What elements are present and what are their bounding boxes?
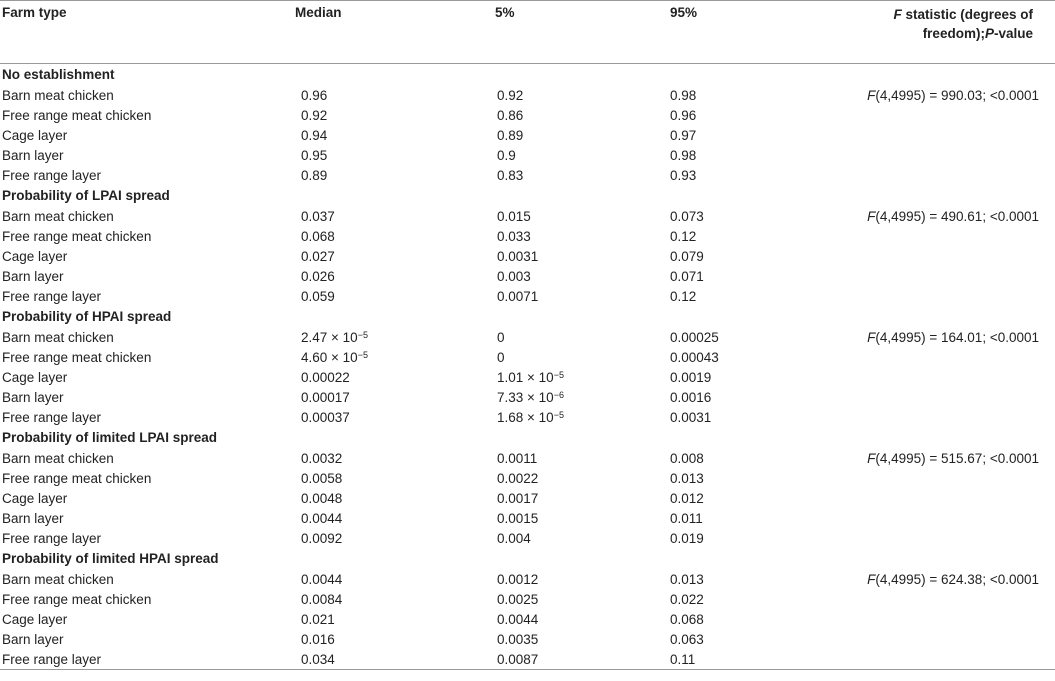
p5-cell-value: 1.01 × 10 xyxy=(497,369,554,385)
median-cell xyxy=(255,609,435,629)
p5-cell xyxy=(435,468,620,488)
p5-cell-value: 0.015 xyxy=(497,208,531,224)
table-row xyxy=(0,266,1055,286)
median-cell-value: 0.037 xyxy=(301,208,335,224)
p5-cell-value: 0.0087 xyxy=(497,651,539,667)
section-header-row xyxy=(0,64,1055,86)
table-row xyxy=(0,105,1055,125)
f-statistic-cell xyxy=(800,85,1055,105)
table-row xyxy=(0,468,1055,488)
section-title: Probability of limited LPAI spread xyxy=(2,430,218,445)
median-cell xyxy=(255,286,435,306)
section-header-row xyxy=(0,427,1055,448)
p5-cell-value: 0.004 xyxy=(497,530,531,546)
section-header-row xyxy=(0,306,1055,327)
p5-cell-exponent: −5 xyxy=(553,409,564,420)
median-cell-value: 0.00017 xyxy=(301,389,350,405)
median-cell-exponent: −5 xyxy=(357,329,368,340)
f-statistic-cell xyxy=(800,226,1055,246)
f-statistic-cell xyxy=(800,609,1055,629)
p5-cell-value: 0.0015 xyxy=(497,510,539,526)
f-italic: F xyxy=(893,7,902,22)
median-cell-value: 0.0032 xyxy=(301,450,343,466)
p95-cell xyxy=(620,508,800,528)
farm-type-cell: Cage layer xyxy=(2,611,68,627)
p-italic: P xyxy=(984,26,994,41)
p95-cell-value: 0.013 xyxy=(670,470,704,486)
p95-cell-value: 0.0019 xyxy=(670,369,712,385)
p95-cell xyxy=(620,246,800,266)
median-cell-value: 0.026 xyxy=(301,268,335,284)
f-symbol: F xyxy=(867,329,876,345)
f-statistic-cell xyxy=(800,266,1055,286)
p5-cell xyxy=(435,266,620,286)
table-row xyxy=(0,488,1055,508)
p95-cell xyxy=(620,528,800,548)
median-cell xyxy=(255,649,435,670)
f-statistic-cell xyxy=(800,327,1055,347)
f-statistic-value: (4,4995) = 624.38; <0.0001 xyxy=(875,571,1039,587)
p5-cell xyxy=(435,206,620,226)
f-statistic-cell xyxy=(800,125,1055,145)
median-cell-value: 0.00022 xyxy=(301,369,350,385)
p95-cell-value: 0.063 xyxy=(670,631,704,647)
table-row xyxy=(0,246,1055,266)
median-cell xyxy=(255,508,435,528)
median-cell-value: 0.034 xyxy=(301,651,335,667)
table-row xyxy=(0,609,1055,629)
p95-cell xyxy=(620,286,800,306)
p5-cell-value: 0 xyxy=(497,329,505,345)
table-row xyxy=(0,367,1055,387)
p95-cell xyxy=(620,85,800,105)
p5-cell xyxy=(435,589,620,609)
section-title: No establishment xyxy=(2,67,115,82)
f-statistic-cell xyxy=(800,407,1055,427)
median-cell xyxy=(255,367,435,387)
median-cell-value: 0.95 xyxy=(301,147,328,163)
farm-type-cell: Cage layer xyxy=(2,127,68,143)
farm-type-cell: Cage layer xyxy=(2,490,68,506)
farm-type-cell: Barn layer xyxy=(2,631,64,647)
f-statistic-cell xyxy=(800,488,1055,508)
farm-type-cell: Free range meat chicken xyxy=(2,349,152,365)
median-cell-value: 0.016 xyxy=(301,631,335,647)
table-row xyxy=(0,387,1055,407)
header-row xyxy=(0,1,1055,64)
f-statistic-value: (4,4995) = 490.61; <0.0001 xyxy=(875,208,1039,224)
p95-cell xyxy=(620,226,800,246)
p95-cell xyxy=(620,125,800,145)
f-statistic-cell xyxy=(800,649,1055,670)
p95-cell xyxy=(620,468,800,488)
p5-cell-value: 0.89 xyxy=(497,127,524,143)
p95-cell-value: 0.019 xyxy=(670,530,704,546)
median-cell xyxy=(255,145,435,165)
table-row xyxy=(0,85,1055,105)
p95-cell-value: 0.008 xyxy=(670,450,704,466)
p5-cell xyxy=(435,609,620,629)
p95-cell-value: 0.12 xyxy=(670,228,697,244)
p95-cell xyxy=(620,387,800,407)
p95-cell xyxy=(620,347,800,367)
median-cell-value: 0.96 xyxy=(301,87,328,103)
p5-cell xyxy=(435,246,620,266)
table-row xyxy=(0,347,1055,367)
section-header-row xyxy=(0,185,1055,206)
median-cell xyxy=(255,206,435,226)
p5-cell xyxy=(435,145,620,165)
median-cell-value: 0.94 xyxy=(301,127,328,143)
table-row xyxy=(0,508,1055,528)
f-statistic-value: (4,4995) = 515.67; <0.0001 xyxy=(875,450,1039,466)
p95-cell-value: 0.97 xyxy=(670,127,697,143)
p5-cell xyxy=(435,367,620,387)
median-cell xyxy=(255,125,435,145)
p95-cell xyxy=(620,266,800,286)
col-header-f-statistic xyxy=(800,1,1055,64)
farm-type-cell: Barn meat chicken xyxy=(2,208,114,224)
f-statistic-cell xyxy=(800,589,1055,609)
p5-cell-value: 0.0071 xyxy=(497,288,539,304)
farm-type-cell: Free range meat chicken xyxy=(2,228,152,244)
p95-cell-value: 0.012 xyxy=(670,490,704,506)
table-row xyxy=(0,629,1055,649)
farm-type-cell: Free range meat chicken xyxy=(2,107,152,123)
p5-cell-value: 0.0012 xyxy=(497,571,539,587)
median-cell-value: 2.47 × 10 xyxy=(301,329,358,345)
p5-cell xyxy=(435,347,620,367)
p95-cell-value: 0.98 xyxy=(670,87,697,103)
median-cell-value: 0.068 xyxy=(301,228,335,244)
farm-type-cell: Free range layer xyxy=(2,167,102,183)
median-cell-value: 0.0048 xyxy=(301,490,343,506)
p95-cell xyxy=(620,589,800,609)
median-cell-value: 0.059 xyxy=(301,288,335,304)
f-symbol: F xyxy=(867,87,876,103)
col-header-farm-type: Farm type xyxy=(2,5,67,20)
p5-cell-value: 0.033 xyxy=(497,228,531,244)
farm-type-cell: Free range layer xyxy=(2,651,102,667)
f-statistic-cell xyxy=(800,286,1055,306)
median-cell xyxy=(255,468,435,488)
p5-cell xyxy=(435,649,620,670)
table-row xyxy=(0,569,1055,589)
p95-cell-value: 0.96 xyxy=(670,107,697,123)
p5-cell-value: 0.0022 xyxy=(497,470,539,486)
median-cell xyxy=(255,387,435,407)
table-row xyxy=(0,528,1055,548)
p95-cell-value: 0.071 xyxy=(670,268,704,284)
median-cell-value: 0.027 xyxy=(301,248,335,264)
p95-cell-value: 0.011 xyxy=(670,510,703,526)
p95-cell xyxy=(620,488,800,508)
farm-type-cell: Barn layer xyxy=(2,147,64,163)
p5-cell-value: 7.33 × 10 xyxy=(497,389,554,405)
median-cell-exponent: −5 xyxy=(357,349,368,360)
table-row xyxy=(0,448,1055,468)
median-cell-value: 4.60 × 10 xyxy=(301,349,358,365)
p5-cell-value: 0.0031 xyxy=(497,248,539,264)
p5-cell xyxy=(435,407,620,427)
table-row xyxy=(0,649,1055,670)
col-header-95pct: 95% xyxy=(670,5,698,20)
table-row xyxy=(0,589,1055,609)
median-cell xyxy=(255,165,435,185)
farm-type-cell: Barn layer xyxy=(2,510,64,526)
f-symbol: F xyxy=(867,208,876,224)
f-statistic-cell xyxy=(800,206,1055,226)
table-row xyxy=(0,206,1055,226)
table-body xyxy=(0,64,1055,670)
p5-cell xyxy=(435,226,620,246)
p5-cell-value: 0.0017 xyxy=(497,490,539,506)
p95-cell-value: 0.00043 xyxy=(670,349,719,365)
p95-cell-value: 0.98 xyxy=(670,147,697,163)
p95-cell xyxy=(620,629,800,649)
p5-cell-exponent: −6 xyxy=(553,389,564,400)
p5-cell xyxy=(435,387,620,407)
p5-cell-value: 0.92 xyxy=(497,87,524,103)
p5-cell-value: 0.0035 xyxy=(497,631,539,647)
table-row xyxy=(0,145,1055,165)
p5-cell xyxy=(435,125,620,145)
p95-cell-value: 0.0031 xyxy=(670,409,712,425)
p95-cell-value: 0.00025 xyxy=(670,329,719,345)
farm-type-cell: Barn meat chicken xyxy=(2,87,114,103)
farm-type-cell: Free range layer xyxy=(2,530,102,546)
p95-cell xyxy=(620,407,800,427)
f-symbol: F xyxy=(867,450,876,466)
median-cell xyxy=(255,266,435,286)
f-header-part1: statistic (degrees of xyxy=(901,7,1033,22)
p95-cell xyxy=(620,448,800,468)
median-cell xyxy=(255,246,435,266)
p95-cell-value: 0.068 xyxy=(670,611,704,627)
p5-cell xyxy=(435,105,620,125)
f-statistic-cell xyxy=(800,508,1055,528)
p5-cell-value: 0.86 xyxy=(497,107,524,123)
p5-cell xyxy=(435,286,620,306)
p5-cell-value: 0.83 xyxy=(497,167,524,183)
p95-cell xyxy=(620,206,800,226)
p95-cell-value: 0.11 xyxy=(670,651,696,667)
farm-type-cell: Cage layer xyxy=(2,248,68,264)
table-row xyxy=(0,407,1055,427)
f-statistic-cell xyxy=(800,448,1055,468)
p95-cell xyxy=(620,367,800,387)
median-cell xyxy=(255,226,435,246)
median-cell xyxy=(255,528,435,548)
median-cell xyxy=(255,407,435,427)
p95-cell-value: 0.12 xyxy=(670,288,697,304)
f-statistic-cell xyxy=(800,347,1055,367)
median-cell xyxy=(255,448,435,468)
p5-cell xyxy=(435,508,620,528)
f-statistic-cell xyxy=(800,629,1055,649)
median-cell xyxy=(255,105,435,125)
p95-cell-value: 0.079 xyxy=(670,248,704,264)
p5-cell xyxy=(435,85,620,105)
p95-cell xyxy=(620,145,800,165)
p95-cell xyxy=(620,569,800,589)
f-statistic-cell xyxy=(800,528,1055,548)
p95-cell xyxy=(620,327,800,347)
table-row xyxy=(0,286,1055,306)
f-statistic-cell xyxy=(800,367,1055,387)
median-cell xyxy=(255,488,435,508)
f-header-part3: -value xyxy=(993,26,1033,41)
p95-cell xyxy=(620,609,800,629)
median-cell-value: 0.0092 xyxy=(301,530,343,546)
p5-cell-value: 0 xyxy=(497,349,505,365)
p95-cell-value: 0.073 xyxy=(670,208,704,224)
p95-cell-value: 0.013 xyxy=(670,571,704,587)
f-statistic-cell xyxy=(800,569,1055,589)
p5-cell-value: 0.003 xyxy=(497,268,531,284)
col-header-median: Median xyxy=(295,5,342,20)
median-cell xyxy=(255,629,435,649)
section-header-row xyxy=(0,548,1055,569)
median-cell-value: 0.00037 xyxy=(301,409,350,425)
f-statistic-cell xyxy=(800,105,1055,125)
p5-cell-exponent: −5 xyxy=(553,369,564,380)
median-cell-value: 0.89 xyxy=(301,167,328,183)
farm-type-cell: Free range meat chicken xyxy=(2,470,152,486)
table-row xyxy=(0,125,1055,145)
median-cell xyxy=(255,347,435,367)
median-cell-value: 0.021 xyxy=(301,611,335,627)
p95-cell xyxy=(620,649,800,670)
p5-cell xyxy=(435,569,620,589)
table-row xyxy=(0,226,1055,246)
median-cell xyxy=(255,327,435,347)
table-row xyxy=(0,165,1055,185)
median-cell xyxy=(255,569,435,589)
p5-cell xyxy=(435,629,620,649)
farm-type-cell: Barn meat chicken xyxy=(2,450,114,466)
median-cell-value: 0.0084 xyxy=(301,591,343,607)
median-cell-value: 0.0044 xyxy=(301,571,343,587)
section-title: Probability of HPAI spread xyxy=(2,309,172,324)
farm-type-cell: Barn meat chicken xyxy=(2,329,114,345)
f-header-part2: freedom); xyxy=(922,26,985,41)
p95-cell xyxy=(620,105,800,125)
farm-type-cell: Barn layer xyxy=(2,268,64,284)
median-cell-value: 0.0044 xyxy=(301,510,343,526)
f-statistic-cell xyxy=(800,165,1055,185)
f-statistic-value: (4,4995) = 164.01; <0.0001 xyxy=(875,329,1039,345)
f-statistic-cell xyxy=(800,246,1055,266)
p95-cell-value: 0.022 xyxy=(670,591,704,607)
p5-cell xyxy=(435,488,620,508)
farm-type-cell: Barn layer xyxy=(2,389,64,405)
p5-cell xyxy=(435,448,620,468)
p5-cell xyxy=(435,528,620,548)
median-cell-value: 0.92 xyxy=(301,107,328,123)
f-symbol: F xyxy=(867,571,876,587)
p5-cell xyxy=(435,165,620,185)
median-cell xyxy=(255,589,435,609)
f-statistic-cell xyxy=(800,387,1055,407)
farm-type-cell: Cage layer xyxy=(2,369,68,385)
table-row xyxy=(0,327,1055,347)
p5-cell-value: 1.68 × 10 xyxy=(497,409,554,425)
f-statistic-cell xyxy=(800,145,1055,165)
median-cell xyxy=(255,85,435,105)
p5-cell-value: 0.0025 xyxy=(497,591,539,607)
farm-type-cell: Free range layer xyxy=(2,409,102,425)
p95-cell-value: 0.0016 xyxy=(670,389,712,405)
f-statistic-cell xyxy=(800,468,1055,488)
p5-cell-value: 0.0044 xyxy=(497,611,539,627)
farm-type-cell: Barn meat chicken xyxy=(2,571,114,587)
p95-cell xyxy=(620,165,800,185)
f-statistic-value: (4,4995) = 990.03; <0.0001 xyxy=(875,87,1039,103)
median-cell-value: 0.0058 xyxy=(301,470,343,486)
farm-type-cell: Free range layer xyxy=(2,288,102,304)
col-header-5pct: 5% xyxy=(495,5,515,20)
section-title: Probability of LPAI spread xyxy=(2,188,170,203)
p5-cell-value: 0.9 xyxy=(497,147,516,163)
p95-cell-value: 0.93 xyxy=(670,167,697,183)
section-title: Probability of limited HPAI spread xyxy=(2,551,219,566)
p5-cell-value: 0.0011 xyxy=(497,450,538,466)
farm-type-cell: Free range meat chicken xyxy=(2,591,152,607)
p5-cell xyxy=(435,327,620,347)
